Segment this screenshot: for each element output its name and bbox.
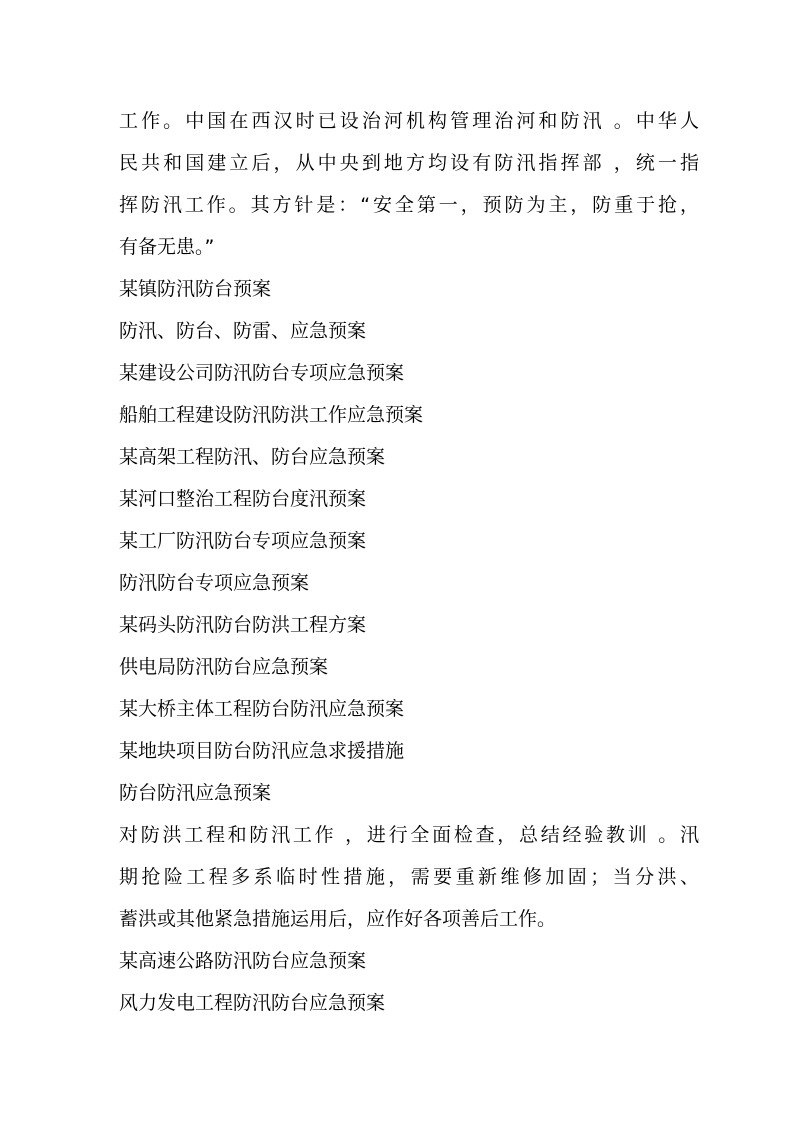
plan-title: 某镇防汛防台预案 (119, 278, 272, 300)
plan-title: 某工厂防汛防台专项应急预案 (119, 530, 367, 552)
plan-title: 防汛防台专项应急预案 (119, 572, 310, 594)
plan-title: 船舶工程建设防汛防洪工作应急预案 (119, 404, 424, 426)
plan-title: 防台防汛应急预案 (119, 782, 272, 804)
aftermath-line-1: 对防洪工程和防汛工作 ，进行全面检查，总结经验教训 。汛 (119, 824, 699, 846)
intro-line-2: 民共和国建立后，从中央到地方均设有防汛指挥部 ，统一指 (119, 152, 699, 174)
plan-title: 防汛、防台、防雷、应急预案 (119, 320, 367, 342)
document-body (119, 100, 699, 1024)
intro-line-1: 工作。中国在西汉时已设治河机构管理治河和防汛 。中华人 (119, 110, 699, 132)
intro-line-3: 挥防汛工作。其方针是：“安全第一，预防为主，防重于抢， (119, 194, 699, 216)
plan-title: 某河口整治工程防台度汛预案 (119, 488, 367, 510)
plan-title: 某高速公路防汛防台应急预案 (119, 950, 367, 972)
aftermath-paragraph (119, 814, 699, 940)
plan-title: 某高架工程防汛、防台应急预案 (119, 446, 386, 468)
intro-paragraph (119, 100, 699, 268)
plan-title: 风力发电工程防汛防台应急预案 (119, 992, 386, 1014)
plan-title-list-b (119, 940, 699, 1024)
plan-title: 某大桥主体工程防台防汛应急预案 (119, 698, 405, 720)
intro-line-4: 有备无患。” (119, 236, 215, 258)
plan-title: 某地块项目防台防汛应急求援措施 (119, 740, 405, 762)
aftermath-line-2: 期抢险工程多系临时性措施，需要重新维修加固；当分洪、 (119, 866, 699, 888)
aftermath-line-3: 蓄洪或其他紧急措施运用后，应作好各项善后工作。 (119, 908, 557, 930)
plan-title-list-a (119, 268, 699, 814)
plan-title: 某建设公司防汛防台专项应急预案 (119, 362, 405, 384)
plan-title: 供电局防汛防台应急预案 (119, 656, 329, 678)
plan-title: 某码头防汛防台防洪工程方案 (119, 614, 367, 636)
